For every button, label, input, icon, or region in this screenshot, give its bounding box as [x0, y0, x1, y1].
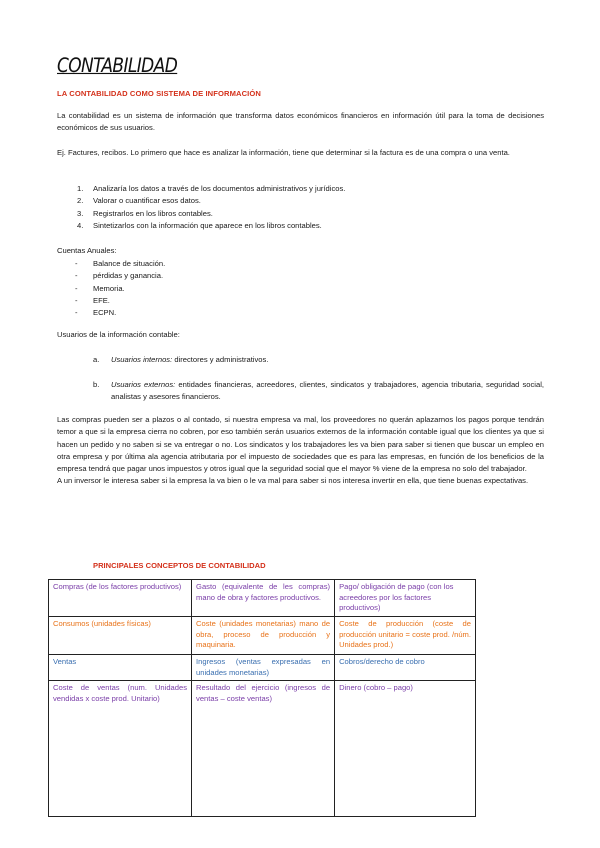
table-row: [49, 681, 476, 817]
table-row: [49, 655, 476, 681]
table-cell: Cobros/derecho de cobro: [335, 655, 476, 681]
steps-list: [57, 183, 517, 232]
table-title: PRINCIPALES CONCEPTOS DE CONTABILIDAD: [93, 561, 266, 570]
table-cell: Gasto (equivalente de les compras) mano de obra y factores productivos.: [192, 580, 335, 617]
list-item: 2. Valorar o cuantificar esos datos.: [77, 196, 201, 206]
table-cell: Resultado del ejercicio (ingresos de ventas – coste ventas): [192, 681, 335, 817]
intro-paragraph: La contabilidad es un sistema de información que transforma datos económicos financieros en información útil para la toma de decisiones económicos de sus usuarios.: [57, 111, 544, 133]
table-cell: Coste de producción (coste de producción unitario = coste prod. /núm. Unidades prod.): [335, 617, 476, 655]
usuarios-internos-item: a. Usuarios internos: directores y administrativos.: [93, 355, 269, 364]
list-item: - EFE.: [75, 295, 110, 305]
section-heading: LA CONTABILIDAD COMO SISTEMA DE INFORMACIÓN: [57, 89, 261, 98]
usuarios-label: Usuarios de la información contable:: [57, 330, 180, 339]
list-item: 4. Sintetizarlos con la información que aparece en los libros contables.: [77, 220, 322, 230]
table-row: [49, 580, 476, 617]
table-cell: Dinero (cobro – pago): [335, 681, 476, 817]
inversor-paragraph: A un inversor le interesa saber si la empresa la va bien o le va mal para saber si nos interesa invertir en ella, que tiene buenas expectativas.: [57, 476, 529, 486]
list-item: 1. Analizaría los datos a través de los documentos administrativos y jurídicos.: [77, 184, 346, 193]
table-cell: Consumos (unidades físicas): [49, 617, 192, 655]
list-item: - ECPN.: [75, 308, 117, 318]
cuentas-anuales-label: Cuentas Anuales:: [57, 246, 117, 255]
usuarios-externos-item: b. Usuarios externos: entidades financieras, acreedores, clientes, sindicatos y trabajadores, agencia tributaria, seguridad social, analistas y asesores financieros.: [93, 380, 545, 402]
table-cell: Pago/ obligación de pago (con los acreedores por los factores productivos): [335, 580, 476, 617]
list-item: - pérdidas y ganancia.: [75, 271, 164, 281]
table-cell: Coste de ventas (num. Unidades vendidas x coste prod. Unitario): [49, 681, 192, 817]
table-cell: Coste (unidades monetarias) mano de obra, proceso de producción y maquinaria.: [192, 617, 335, 655]
cuentas-anuales-list: [57, 258, 165, 319]
list-item: - Balance de situación.: [75, 259, 166, 268]
table-cell: Ventas: [49, 655, 192, 681]
table-cell: Ingresos (ventas expresadas en unidades monetarias): [192, 655, 335, 681]
example-paragraph: Ej. Factures, recibos. Lo primero que hace es analizar la información, tiene que determinar si la factura es de una compra o una venta.: [57, 148, 510, 157]
compras-paragraph: Las compras pueden ser a plazos o al contado, si nuestra empresa va mal, los proveedores no querán aplazarnos los pagos porque tendrán temor a que si la empresa cierra no cobren, por eso también serán usuarios externos de la información contable igual que los clientes ya que si hacen un pedido y no saben si se va entregar o no. Los sindicatos y los trabajadores les va bien para saber si tienen que buscar un empleo en otra empresa y por última ala agencia atributaria por el impuesto de sociedades que es para las empresas, en función de los beneficios de la empresa tendrá que pagar unos impuestos y otros igual que la seguridad social que el mayor % viene de la empresa no solo del trabajador. A un inversor le interesa saber si la empresa la va bien o le va mal para saber si nos interesa invertir en ella, que tiene buenas expectativas.: [57, 414, 544, 488]
table-row: [49, 617, 476, 655]
list-item: 3. Registrarlos en los libros contables.: [77, 208, 213, 218]
concepts-table: [48, 579, 476, 817]
table-cell: Compras (de los factores productivos): [49, 580, 192, 617]
page-title: CONTABILIDAD: [57, 54, 178, 78]
list-item: - Memoria.: [75, 283, 125, 293]
